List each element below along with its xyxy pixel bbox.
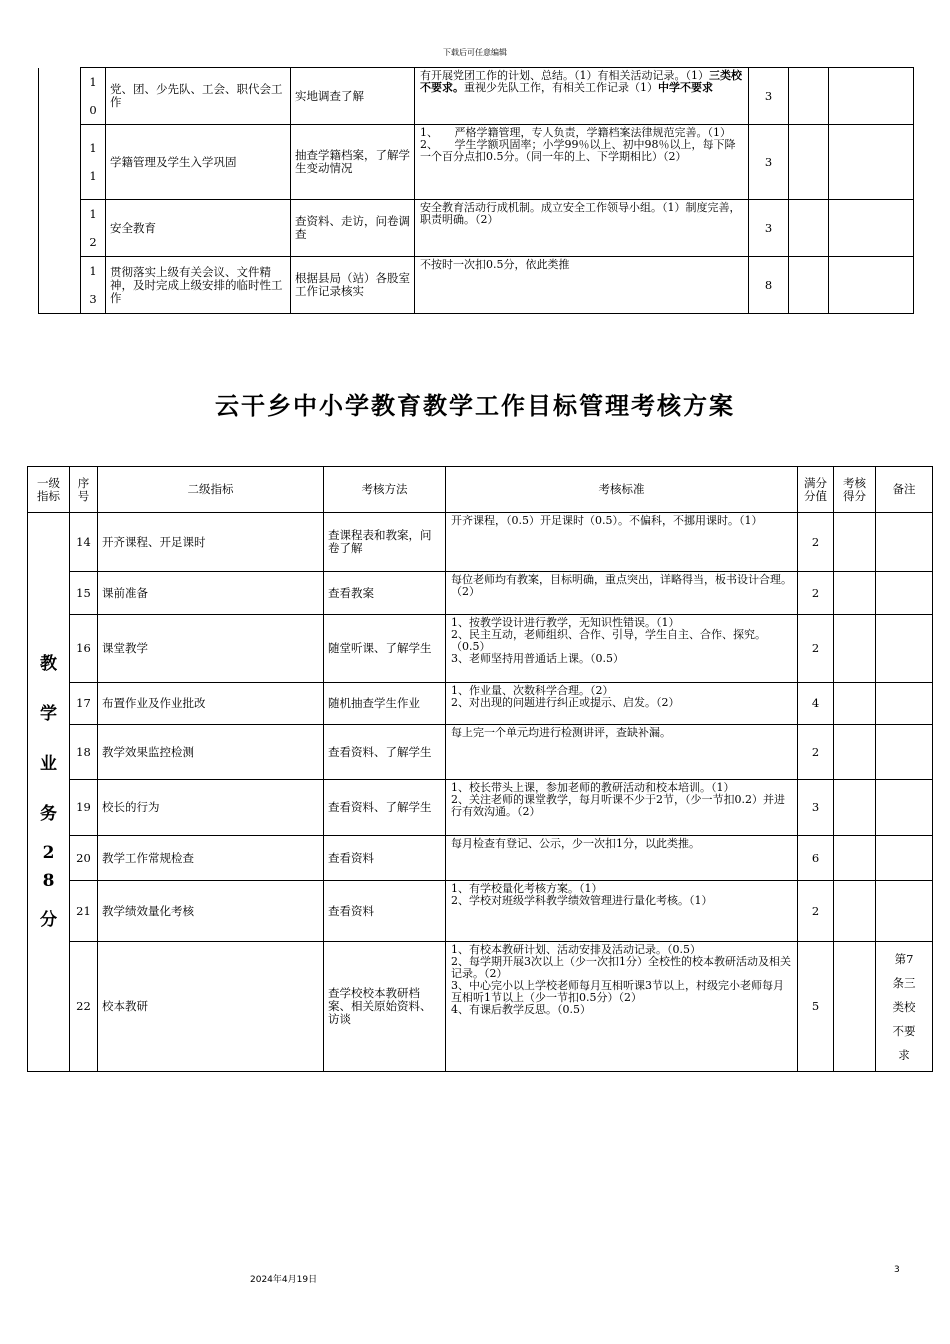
table-row [39, 200, 914, 257]
remark-cell [876, 615, 933, 683]
got-cell [789, 200, 829, 257]
category-cell [39, 68, 81, 314]
got-cell [834, 836, 876, 881]
score-cell: 6 [798, 836, 834, 881]
indicator-cell: 教学绩效量化考核 [98, 881, 324, 942]
score-cell: 4 [798, 683, 834, 725]
score-cell: 5 [798, 942, 834, 1072]
indicator-cell: 布置作业及作业批改 [98, 683, 324, 725]
method-cell: 查看资料、了解学生 [324, 725, 446, 780]
score-cell: 2 [798, 615, 834, 683]
method-cell: 查看资料 [324, 881, 446, 942]
standard-cell: 不按时一次扣0.5分，依此类推 [415, 257, 749, 314]
score-cell: 3 [749, 125, 789, 200]
header-no: 序号 [70, 467, 98, 513]
header-standard: 考核标准 [446, 467, 798, 513]
remark-cell [876, 513, 933, 572]
standard-cell: 1、有学校量化考核方案。（1） 2、学校对班级学科教学绩效管理进行量化考核。（1） [446, 881, 798, 942]
indicator-cell: 课前准备 [98, 572, 324, 615]
standard-cell: 每上完一个单元均进行检测讲评，查缺补漏。 [446, 725, 798, 780]
got-cell [789, 68, 829, 125]
remark-cell [876, 572, 933, 615]
row-number: 18 [70, 725, 98, 780]
header-method: 考核方法 [324, 467, 446, 513]
method-cell: 查看资料、了解学生 [324, 780, 446, 836]
got-cell [834, 572, 876, 615]
row-number: 19 [70, 780, 98, 836]
header-row [28, 467, 933, 513]
got-cell [834, 513, 876, 572]
method-cell: 查学校校本教研档案、相关原始资料、访谈 [324, 942, 446, 1072]
got-cell [834, 615, 876, 683]
got-cell [834, 725, 876, 780]
score-cell: 3 [749, 200, 789, 257]
got-cell [834, 683, 876, 725]
method-cell: 查看教案 [324, 572, 446, 615]
score-cell: 2 [798, 513, 834, 572]
table-row [39, 125, 914, 200]
category-cell: 教 学 业 务 2 8 分 [28, 513, 70, 1072]
standard-cell: 每月检查有登记、公示，少一次扣1分，以此类推。 [446, 836, 798, 881]
table-row [28, 780, 933, 836]
row-number: 16 [70, 615, 98, 683]
remark-cell: 第7 条三 类校 不要 求 [876, 942, 933, 1072]
score-cell: 2 [798, 572, 834, 615]
method-cell: 根据县局（站）各股室工作记录核实 [291, 257, 415, 314]
table-row [28, 725, 933, 780]
row-number: 1 2 [81, 200, 106, 257]
row-number: 15 [70, 572, 98, 615]
score-cell: 8 [749, 257, 789, 314]
remark-cell [876, 780, 933, 836]
remark-cell [829, 68, 914, 125]
table-row [28, 513, 933, 572]
indicator-cell: 安全教育 [106, 200, 291, 257]
indicator-cell: 教学工作常规检查 [98, 836, 324, 881]
table-row [28, 942, 933, 1072]
got-cell [834, 881, 876, 942]
table-row [28, 836, 933, 881]
remark-cell [876, 725, 933, 780]
row-number: 14 [70, 513, 98, 572]
assessment-table [27, 466, 933, 1072]
table-row [28, 881, 933, 942]
score-cell: 2 [798, 881, 834, 942]
remark-cell [829, 200, 914, 257]
continuation-table [38, 67, 914, 314]
score-cell: 3 [749, 68, 789, 125]
row-number: 1 3 [81, 257, 106, 314]
indicator-cell: 学籍管理及学生入学巩固 [106, 125, 291, 200]
got-cell [834, 780, 876, 836]
remark-cell [829, 257, 914, 314]
method-cell: 查资料、走访，问卷调查 [291, 200, 415, 257]
table-row [39, 257, 914, 314]
page-title: 云干乡中小学教育教学工作目标管理考核方案 [215, 391, 735, 420]
row-number: 22 [70, 942, 98, 1072]
remark-cell [829, 125, 914, 200]
method-cell: 实地调查了解 [291, 68, 415, 125]
indicator-cell: 课堂教学 [98, 615, 324, 683]
row-number: 21 [70, 881, 98, 942]
standard-cell: 1、作业量、次数科学合理。（2） 2、对出现的问题进行纠正或提示、启发。（2） [446, 683, 798, 725]
standard-cell: 每位老师均有教案，目标明确，重点突出，详略得当，板书设计合理。（2） [446, 572, 798, 615]
remark-cell [876, 836, 933, 881]
score-cell: 2 [798, 725, 834, 780]
standard-cell: 1、按教学设计进行教学，无知识性错误。（1） 2、民主互动，老师组织、合作、引导，学生自主、合作、探究。（0.5） 3、老师坚持用普通话上课。（0.5） [446, 615, 798, 683]
method-cell: 查看资料 [324, 836, 446, 881]
header-full-score: 满分分值 [798, 467, 834, 513]
indicator-cell: 贯彻落实上级有关会议、文件精神，及时完成上级安排的临时性工作 [106, 257, 291, 314]
row-number: 17 [70, 683, 98, 725]
standard-cell: 开齐课程，（0.5）开足课时（0.5）。不偏科，不挪用课时。（1） [446, 513, 798, 572]
method-cell: 查课程表和教案，问卷了解 [324, 513, 446, 572]
remark-cell [876, 881, 933, 942]
row-number: 1 0 [81, 68, 106, 125]
row-number: 20 [70, 836, 98, 881]
indicator-cell: 党、团、少先队、工会、职代会工作 [106, 68, 291, 125]
standard-cell: 1、 严格学籍管理，专人负责，学籍档案法律规范完善。（1） 2、 学生学额巩固率；小学99％以上、初中98％以上，每下降一个百分点扣0.5分。（同一年的上、下学期相比）（2） [415, 125, 749, 200]
got-cell [789, 125, 829, 200]
header-level1: 一级指标 [28, 467, 70, 513]
indicator-cell: 校本教研 [98, 942, 324, 1072]
header-got-score: 考核得分 [834, 467, 876, 513]
remark-cell [876, 683, 933, 725]
table-row [28, 572, 933, 615]
header-remark: 备注 [876, 467, 933, 513]
got-cell [834, 942, 876, 1072]
standard-cell: 1、有校本教研计划、活动安排及活动记录。（0.5） 2、每学期开展3次以上（少一次扣1分）全校性的校本教研活动及相关记录。（2） 3、中心完小以上学校老师每月互相听课3节以上，村级完小老师每月互相听1节以上（少一节扣0.5分）（2） 4、有课后教学反思。（0.5） [446, 942, 798, 1072]
score-cell: 3 [798, 780, 834, 836]
page-number: 3 [894, 1265, 900, 1275]
standard-cell: 安全教育活动行成机制。成立安全工作领导小组。（1）制度完善，职责明确。（2） [415, 200, 749, 257]
got-cell [789, 257, 829, 314]
indicator-cell: 教学效果监控检测 [98, 725, 324, 780]
indicator-cell: 校长的行为 [98, 780, 324, 836]
header-level2: 二级指标 [98, 467, 324, 513]
table-row [28, 683, 933, 725]
method-cell: 随堂听课、了解学生 [324, 615, 446, 683]
indicator-cell: 开齐课程、开足课时 [98, 513, 324, 572]
footer-date: 2024年4月19日 [250, 1275, 318, 1285]
method-cell: 随机抽查学生作业 [324, 683, 446, 725]
method-cell: 抽查学籍档案，了解学生变动情况 [291, 125, 415, 200]
table-row [28, 615, 933, 683]
standard-cell: 1、校长带头上课，参加老师的教研活动和校本培训。（1） 2、关注老师的课堂教学，每月听课不少于2节，（少一节扣0.2）并进行有效沟通。（2） [446, 780, 798, 836]
row-number: 1 1 [81, 125, 106, 200]
header-note: 下载后可任意编辑 [443, 48, 507, 57]
table-row [39, 68, 914, 125]
standard-cell: 有开展党团工作的计划、总结。（1）有相关活动记录。（1）三类校不要求。重视少先队工作，有相关工作记录（1）中学不要求 [415, 68, 749, 125]
